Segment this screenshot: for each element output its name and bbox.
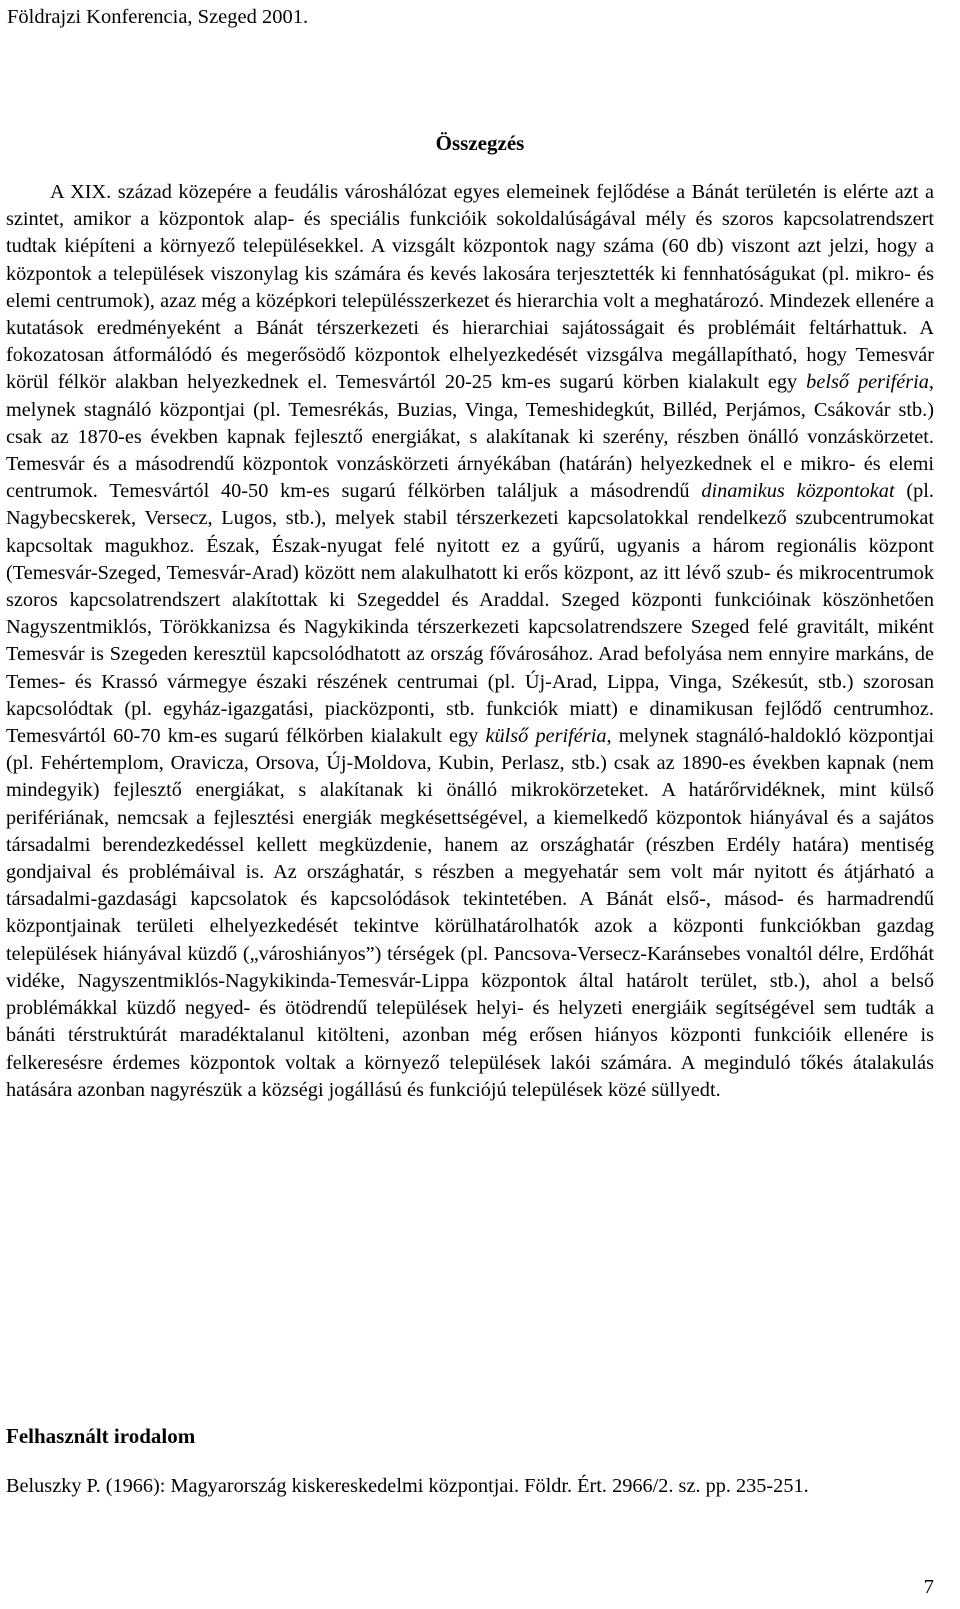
- summary-emphasis-dynamic-centers: dinamikus központokat: [701, 480, 895, 503]
- summary-text-part-4: , melynek stagnáló-haldokló központjai (pl. Fehértemplom, Oravicza, Orsova, Új-Moldova, Kubin, Perlasz, stb.) csak az 1890-es években kapnak (nem mindegyik) fejlesztő energiákat, s alakítanak ki önálló mikrokörzeteket. A határőrvidéknek, mint külső perifériának, nemcsak a fejlesztési energiák megkésettségével, a kiemelkedő központok hiányával és a sajátos társadalmi berendezkedéssel kellett megküzdenie, hanem az országhatár (részben Erdély határa) mentiség gondjaival és problémáival is. Az országhatár, s részben a megyehatár sem volt már nyitott és átjárható a társadalmi-gazdasági kapcsolatok és kapcsolódások tekintetében. A Bánát első-, másod- és harmadrendű központjainak területi elhelyezkedését tekintve körülhatárolhatók azok a központi funkciókban gazdag települések hiányával küzdő („városhiányos”) térségek (pl. Pancsova-Versecz-Karánsebes vonaltól délre, Erdőhát vidéke, Nagyszentmiklós-Nagykikinda-Temesvár-Lippa központok által határolt terület, stb.), ahol a belső problémákkal küzdő negyed- és ötödrendű települések helyi- és helyzeti energiáik segítségével sem tudták a bánáti térstruktúrát maradéktalanul kitölteni, azonban még erősen hiányos központi funkcióik ellenére is felkeresésre érdemes központok voltak a környező települések lakói számára. A meginduló tőkés átalakulás hatására azonban nagyrészük a községi jogállású és funkciójú települések közé süllyedt.: [6, 725, 934, 1101]
- summary-text-part-1: A XIX. század közepére a feudális városhálózat egyes elemeinek fejlődése a Bánát területén is elérte azt a szintet, amikor a központok alap- és speciális funkcióik sokoldalúságával mély és szoros kapcsolatrendszert tudtak kiépíteni a környező településekkel. A vizsgált központok nagy száma (60 db) viszont azt jelzi, hogy a központok a települések viszonylag kis számára és kevés lakosára terjesztették ki fennhatóságukat (pl. mikro- és elemi centrumok), azaz még a középkori településszerkezet és hierarchia volt a meghatározó. Mindezek ellenére a kutatások eredményeként a Bánát térszerkezeti és hierarchiai sajátosságait és problémáit feltárhattuk. A fokozatosan átformálódó és megerősödő központok elhelyezkedését vizsgálva megállapítható, hogy Temesvár körül félkör alakban helyezkednek el. Temesvártól 20-25 km-es sugarú körben kialakult egy: [6, 181, 934, 394]
- summary-emphasis-inner-periphery: belső periféria: [806, 371, 929, 394]
- summary-paragraph: [6, 179, 934, 1104]
- summary-text-part-2: , melynek stagnáló központjai (pl. Temesrékás, Buzias, Vinga, Temeshidegkút, Billéd, Perjámos, Csákovár stb.) csak az 1870-es években kapnak fejlesztő energiákat, s alakítanak ki szerény, részben önálló vonzáskörzetet. Temesvár és a másodrendű központok vonzáskörzeti árnyékában (határán) helyezkednek el e mikro- és elemi centrumok. Temesvártól 40-50 km-es sugarú félkörben találjuk a másodrendű: [6, 371, 934, 503]
- section-title: Összegzés: [435, 131, 525, 155]
- references-title: Felhasznált irodalom: [6, 1424, 196, 1448]
- reference-item: Beluszky P. (1966): Magyarország kiskereskedelmi központjai. Földr. Ért. 2966/2. sz. pp. 235-251.: [6, 1475, 809, 1497]
- page-number: 7: [923, 1576, 934, 1598]
- summary-emphasis-outer-periphery: külső periféria: [485, 725, 607, 748]
- summary-text-part-3: (pl. Nagybecskerek, Versecz, Lugos, stb.), melyek stabil térszerkezeti kapcsolatokkal rendelkező szubcentrumokat kapcsoltak magukhoz. Észak, Észak-nyugat felé nyitott ez a gyűrű, ugyanis a három regionális központ (Temesvár-Szeged, Temesvár-Arad) között nem alakulhatott ki erős központ, az itt lévő szub- és mikrocentrumok szoros kapcsolatrendszert alakítottak ki Szegeddel és Araddal. Szeged központi funkcióinak köszönhetően Nagyszentmiklós, Törökkanizsa és Nagykikinda térszerkezeti kapcsolatrendszere Szeged felé gravitált, miként Temesvár is Szegeden keresztül kapcsolódhatott az ország fővárosához. Arad befolyása nem ennyire markáns, de Temes- és Krassó vármegye északi részének centrumai (pl. Új-Arad, Lippa, Vinga, Székesút, stb.) szorosan kapcsolódtak (pl. egyház-igazgatási, piacközponti, stb. funkciók miatt) e dinamikusan fejlődő centrumhoz. Temesvártól 60-70 km-es sugarú félkörben kialakult egy: [6, 480, 934, 748]
- running-header: Földrajzi Konferencia, Szeged 2001.: [7, 6, 309, 28]
